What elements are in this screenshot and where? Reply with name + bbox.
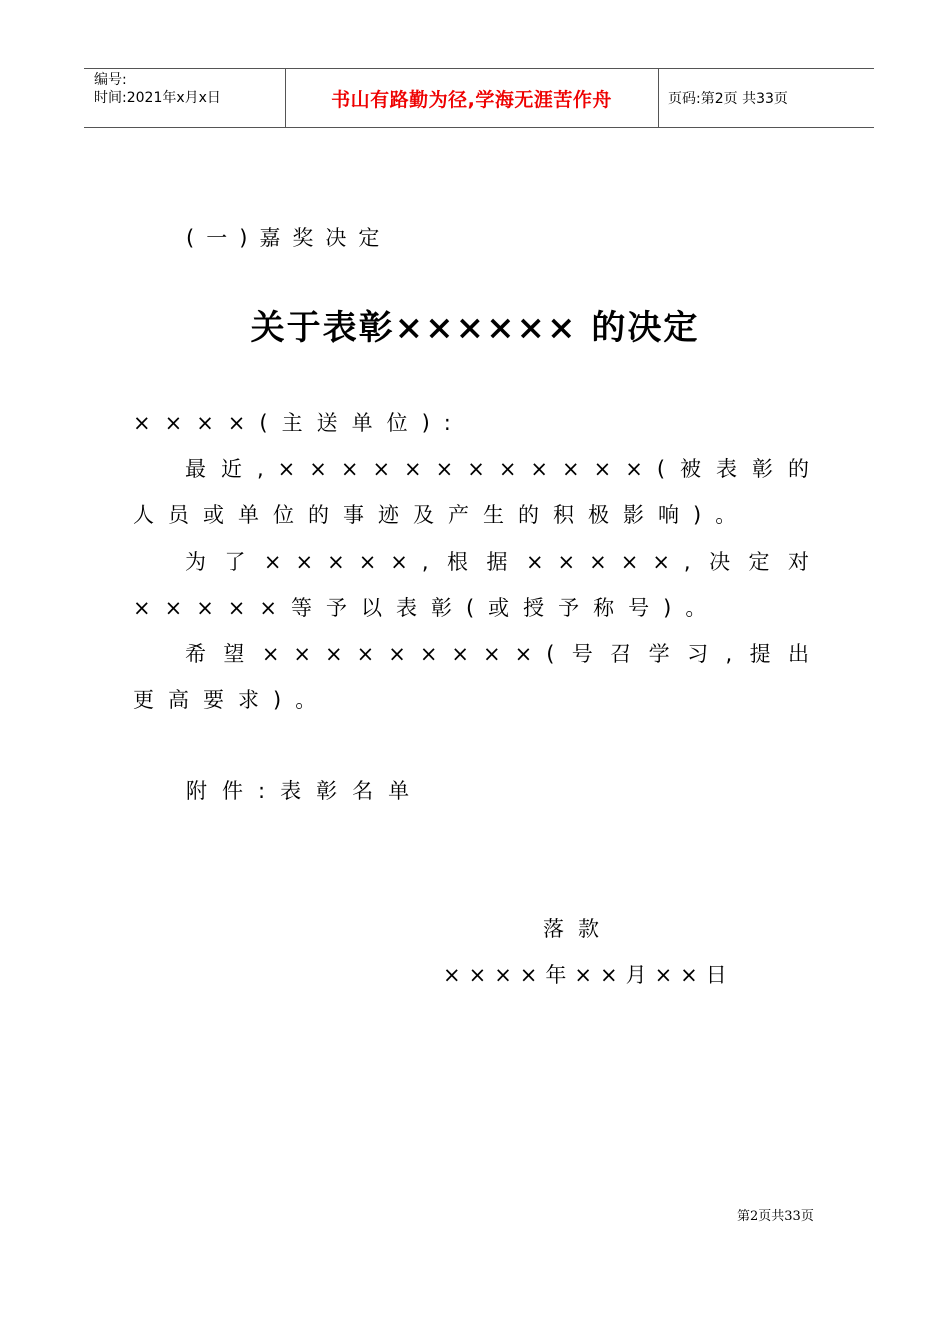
section-label: (一)嘉奖决定 (186, 226, 392, 250)
header-page-info: 页码:第2页 共33页 (668, 91, 788, 107)
page-footer: 第2页共33页 (737, 1209, 814, 1224)
attachment-line: 附件:表彰名单 (186, 779, 425, 803)
header-motto: 书山有路勤为径,学海无涯苦作舟 (331, 88, 612, 111)
page-header (84, 68, 874, 128)
signature: 落款 (543, 917, 613, 941)
body-paragraph: 希望×××××××××(号召学习,提出更高要求)。 (133, 642, 823, 712)
signature-date: ××××年××月××日 (443, 963, 735, 987)
header-meta (94, 71, 221, 107)
number-label: 编号: (94, 72, 127, 88)
body-paragraph: 最近,××××××××××××(被表彰的人员或单位的事迹及产生的积极影响)。 (133, 457, 823, 527)
body-paragraph: 为了×××××,根据×××××,决定对×××××等予以表彰(或授予称号)。 (133, 550, 823, 620)
salutation: ××××(主送单位): (133, 411, 465, 435)
time-label: 时间:2021年x月x日 (94, 90, 221, 106)
header-divider (658, 69, 659, 127)
document-title: 关于表彰×××××× 的决定 (250, 308, 700, 348)
